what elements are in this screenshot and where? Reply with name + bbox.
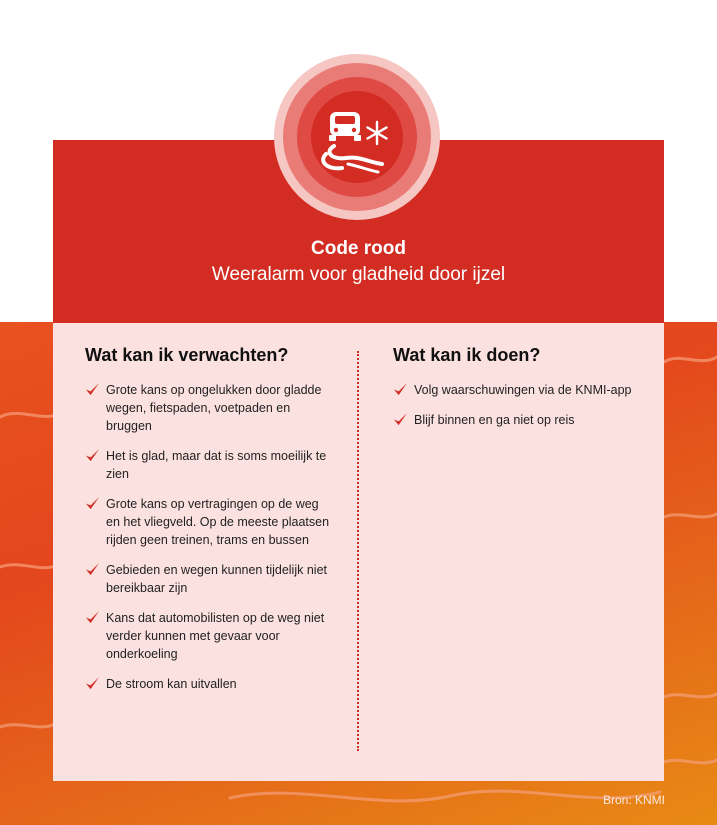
checkmark-icon (85, 610, 100, 625)
list-item (85, 447, 335, 483)
list-item-text: Volg waarschuwingen via de KNMI-app (414, 383, 632, 397)
column-divider (357, 351, 359, 751)
checkmark-icon (85, 496, 100, 511)
list-item-text: Grote kans op ongelukken door gladde wegen, fietspaden, voetpaden en bruggen (106, 383, 322, 433)
list-item-text: Blijf binnen en ga niet op reis (414, 413, 575, 427)
checkmark-icon (85, 448, 100, 463)
list-item-text: Het is glad, maar dat is soms moeilijk te zien (106, 449, 327, 481)
expect-column (85, 343, 335, 705)
list-item (85, 675, 335, 693)
source-credit: Bron: KNMI (602, 793, 665, 807)
list-item-text: Gebieden en wegen kunnen tijdelijk niet bereikbaar zijn (106, 563, 327, 595)
expect-heading: Wat kan ik verwachten? (85, 345, 289, 365)
checkmark-icon (85, 382, 100, 397)
expect-list (85, 381, 335, 693)
list-item (85, 609, 335, 663)
warning-badge (272, 52, 442, 222)
title-block (53, 236, 664, 288)
list-item (393, 381, 633, 399)
action-list (393, 381, 633, 429)
checkmark-icon (393, 412, 408, 427)
list-item-text: De stroom kan uitvallen (106, 677, 237, 691)
list-item (85, 495, 335, 549)
list-item (85, 381, 335, 435)
list-item-text: Grote kans op vertragingen op de weg en het vliegveld. Op de meeste plaatsen rijden geen treinen, trams en bussen (106, 497, 330, 547)
checkmark-icon (393, 382, 408, 397)
alert-subtitle: Weeralarm voor gladheid door ijzel (211, 264, 506, 285)
list-item-text: Kans dat automobilisten op de weg niet verder kunnen met gevaar voor onderkoeling (106, 611, 325, 661)
content-panel (53, 323, 664, 781)
checkmark-icon (85, 676, 100, 691)
list-item (85, 561, 335, 597)
list-item (393, 411, 633, 429)
alert-title: Code rood (311, 238, 406, 259)
action-column (393, 343, 633, 441)
checkmark-icon (85, 562, 100, 577)
action-heading: Wat kan ik doen? (393, 345, 541, 365)
